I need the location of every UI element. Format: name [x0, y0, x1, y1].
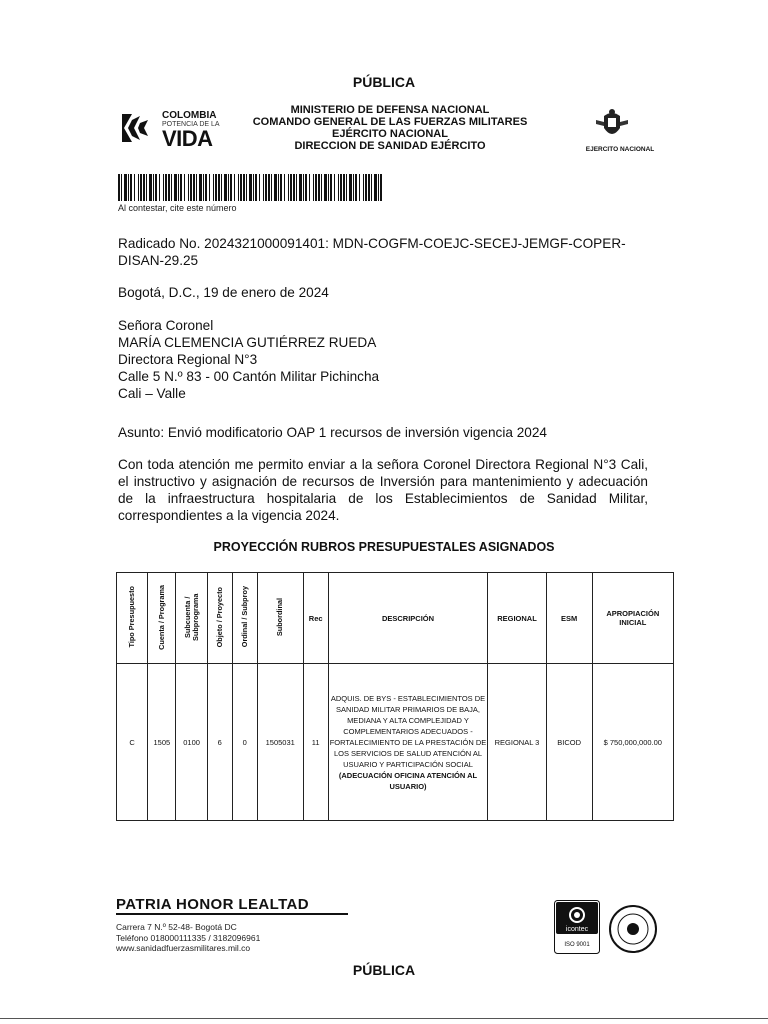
body-paragraph: Con toda atención me permito enviar a la señora Coronel Directora Regional N°3 Cali, el instructivo y asignación de recursos de Inversión para mantenimiento y adecuación de la infraestructura hospitalaria de los Establecimientos de Sanidad Militar, correspondientes a la vigencia 2024. [118, 457, 648, 523]
recipient-address: Calle 5 N.º 83 - 00 Cantón Militar Pichincha [118, 369, 380, 384]
budget-table [116, 572, 674, 821]
description-highlight: (ADECUACIÓN OFICINA ATENCIÓN AL USUARIO) [338, 770, 478, 791]
table-row [117, 664, 674, 821]
radicado-number: Radicado No. 2024321000091401: MDN-COGFM-COEJC-SECEJ-JEMGF-COPER-DISAN-29.25 [118, 236, 626, 268]
army-crest-icon [592, 108, 632, 144]
col-header-subordinal: Subordinal [257, 573, 303, 664]
col-header-rec: Rec [303, 573, 328, 664]
col-header-esm: ESM [546, 573, 592, 664]
cell-esm: BICOD [546, 664, 592, 821]
col-header-objeto: Objeto / Proyecto [207, 573, 232, 664]
col-header-cuenta: Cuenta / Programa [148, 573, 176, 664]
col-header-descripcion: DESCRIPCIÓN [328, 573, 488, 664]
table-header-row [117, 573, 674, 664]
footer-phone: Teléfono 018000111335 / 3182096961 [116, 932, 261, 943]
cell-ordinal: 0 [232, 664, 257, 821]
header-army: EJÉRCITO NACIONAL [332, 128, 448, 140]
iqnet-seal-icon [608, 904, 658, 954]
cell-cuenta: 1505 [148, 664, 176, 821]
recipient-salutation: Señora Coronel [118, 318, 214, 333]
footer-motto: PATRIA HONOR LEALTAD [116, 896, 309, 913]
cell-rec: 11 [303, 664, 328, 821]
cert-standard: ISO 9001 [564, 942, 590, 948]
cell-descripcion [328, 664, 488, 821]
recipient-name: MARÍA CLEMENCIA GUTIÉRREZ RUEDA [118, 335, 377, 350]
col-header-tipo: Tipo Presupuesto [117, 573, 148, 664]
crest-label: EJERCITO NACIONAL [585, 146, 655, 153]
subject-line: Asunto: Envió modificatorio OAP 1 recursos de inversión vigencia 2024 [118, 425, 547, 440]
footer-website: www.sanidadfuerzasmilitares.mil.co [116, 943, 251, 953]
footer-address: Carrera 7 N.º 52-48- Bogotá DC [116, 922, 237, 932]
col-header-apropiacion: APROPIACIÓN INICIAL [592, 573, 673, 664]
logo-line-vida: VIDA [162, 126, 213, 151]
footer-contact [116, 922, 260, 954]
classification-top: PÚBLICA [352, 74, 416, 90]
col-header-subcuenta: Subcuenta / Subprograma [176, 573, 207, 664]
cell-regional: REGIONAL 3 [488, 664, 546, 821]
barcode-icon [118, 174, 386, 201]
col-header-ordinal: Ordinal / Subproy [232, 573, 257, 664]
table-title: PROYECCIÓN RUBROS PRESUPUESTALES ASIGNADOS [213, 540, 555, 554]
colombia-vida-logo-icon [118, 110, 154, 146]
icontec-certification-icon [554, 900, 600, 954]
header-directorate: DIRECCION DE SANIDAD EJÉRCITO [294, 140, 486, 152]
recipient-title: Directora Regional N°3 [118, 352, 258, 367]
logo-line-potencia: POTENCIA DE LA [162, 121, 220, 128]
header-ministry: MINISTERIO DE DEFENSA NACIONAL [290, 104, 490, 116]
header-command: COMANDO GENERAL DE LAS FUERZAS MILITARES [252, 116, 528, 128]
cell-apropiacion: $ 750,000,000.00 [592, 664, 673, 821]
cell-subcuenta: 0100 [176, 664, 207, 821]
institution-header [230, 104, 550, 152]
colombia-logo [118, 110, 228, 154]
motto-underline [116, 913, 348, 915]
cell-tipo: C [117, 664, 148, 821]
cite-note: Al contestar, cite este número [118, 203, 237, 213]
page-bottom-rule [0, 1018, 768, 1019]
letter-date: Bogotá, D.C., 19 de enero de 2024 [118, 285, 329, 300]
col-header-regional: REGIONAL [488, 573, 546, 664]
cert-name: icontec [565, 926, 589, 933]
cell-objeto: 6 [207, 664, 232, 821]
recipient-block [118, 317, 379, 402]
logo-line-colombia: COLOMBIA [162, 110, 217, 121]
classification-bottom: PÚBLICA [352, 962, 416, 978]
cell-subordinal: 1505031 [257, 664, 303, 821]
description-text: ADQUIS. DE BYS - ESTABLECIMIENTOS DE SANIDAD MILITAR PRIMARIOS DE BAJA, MEDIANA Y ALTA COMPLEJIDAD Y COMPLEMENTARIOS ADECUADOS - FORTALECIMIENTO DE LA PRESTACIÓN DE LOS SERVICIOS DE SALUD ATENCIÓN AL USUARIO Y PARTICIPACIÓN SOCIAL [329, 693, 487, 769]
recipient-city: Cali – Valle [118, 386, 186, 401]
